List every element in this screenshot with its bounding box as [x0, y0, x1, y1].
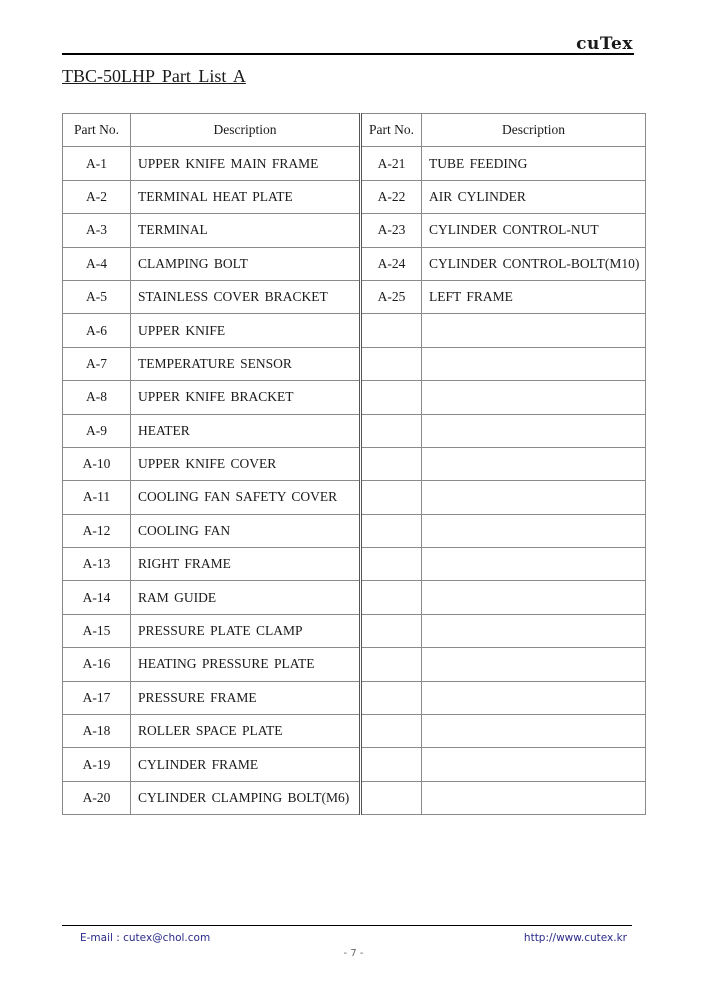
- part-number-cell: [361, 548, 422, 581]
- table-header-row: [63, 114, 646, 147]
- description-cell: CYLINDER CLAMPING BOLT(M6): [131, 781, 361, 814]
- description-cell: [422, 381, 646, 414]
- brand-logo-text: cuTex: [576, 34, 633, 54]
- description-cell: RAM GUIDE: [131, 581, 361, 614]
- part-number-cell: A-23: [361, 214, 422, 247]
- description-cell: HEATING PRESSURE PLATE: [131, 648, 361, 681]
- part-number-cell: A-4: [63, 247, 131, 280]
- part-number-cell: [361, 748, 422, 781]
- part-number-cell: A-13: [63, 548, 131, 581]
- table-row: [63, 481, 646, 514]
- column-header-part-no: Part No.: [63, 114, 131, 147]
- table-row: [63, 280, 646, 313]
- table-row: [63, 748, 646, 781]
- part-number-cell: [361, 781, 422, 814]
- footer-website: http://www.cutex.kr: [523, 932, 627, 944]
- part-number-cell: A-18: [63, 715, 131, 748]
- part-number-cell: A-8: [63, 381, 131, 414]
- part-number-cell: A-6: [63, 314, 131, 347]
- description-cell: PRESSURE FRAME: [131, 681, 361, 714]
- table-row: [63, 414, 646, 447]
- description-cell: TEMPERATURE SENSOR: [131, 347, 361, 380]
- part-number-cell: [361, 681, 422, 714]
- column-header-description: Description: [422, 114, 646, 147]
- table-row: [63, 614, 646, 647]
- description-cell: [422, 514, 646, 547]
- part-number-cell: A-12: [63, 514, 131, 547]
- part-number-cell: A-1: [63, 147, 131, 180]
- part-number-cell: [361, 381, 422, 414]
- part-number-cell: [361, 414, 422, 447]
- table-row: [63, 781, 646, 814]
- description-cell: AIR CYLINDER: [422, 180, 646, 213]
- table-row: [63, 548, 646, 581]
- part-number-cell: A-9: [63, 414, 131, 447]
- table-row: [63, 715, 646, 748]
- description-cell: [422, 548, 646, 581]
- part-number-cell: A-11: [63, 481, 131, 514]
- part-number-cell: [361, 347, 422, 380]
- description-cell: TERMINAL: [131, 214, 361, 247]
- description-cell: LEFT FRAME: [422, 280, 646, 313]
- table-row: [63, 147, 646, 180]
- part-number-cell: A-21: [361, 147, 422, 180]
- part-number-cell: A-14: [63, 581, 131, 614]
- part-number-cell: [361, 715, 422, 748]
- column-header-description: Description: [131, 114, 361, 147]
- description-cell: CYLINDER CONTROL-BOLT(M10): [422, 247, 646, 280]
- table-row: [63, 648, 646, 681]
- description-cell: COOLING FAN: [131, 514, 361, 547]
- description-cell: [422, 581, 646, 614]
- description-cell: [422, 314, 646, 347]
- description-cell: COOLING FAN SAFETY COVER: [131, 481, 361, 514]
- parts-table: [62, 113, 646, 815]
- description-cell: PRESSURE PLATE CLAMP: [131, 614, 361, 647]
- description-cell: UPPER KNIFE BRACKET: [131, 381, 361, 414]
- description-cell: UPPER KNIFE COVER: [131, 447, 361, 480]
- table-row: [63, 681, 646, 714]
- description-cell: [422, 414, 646, 447]
- table-row: [63, 581, 646, 614]
- description-cell: [422, 614, 646, 647]
- part-number-cell: A-20: [63, 781, 131, 814]
- description-cell: RIGHT FRAME: [131, 548, 361, 581]
- description-cell: TUBE FEEDING: [422, 147, 646, 180]
- table-row: [63, 247, 646, 280]
- part-number-cell: A-15: [63, 614, 131, 647]
- part-number-cell: [361, 648, 422, 681]
- footer-email: E-mail : cutex@chol.com: [80, 932, 211, 944]
- description-cell: [422, 648, 646, 681]
- part-number-cell: A-24: [361, 247, 422, 280]
- table-row: [63, 347, 646, 380]
- description-cell: UPPER KNIFE MAIN FRAME: [131, 147, 361, 180]
- part-number-cell: A-5: [63, 280, 131, 313]
- description-cell: TERMINAL HEAT PLATE: [131, 180, 361, 213]
- header-divider: [62, 53, 634, 55]
- part-number-cell: A-17: [63, 681, 131, 714]
- page-number: - 7 -: [343, 948, 364, 959]
- part-number-cell: A-19: [63, 748, 131, 781]
- table-row: [63, 381, 646, 414]
- description-cell: [422, 715, 646, 748]
- description-cell: [422, 481, 646, 514]
- description-cell: STAINLESS COVER BRACKET: [131, 280, 361, 313]
- part-number-cell: A-3: [63, 214, 131, 247]
- table-row: [63, 447, 646, 480]
- part-number-cell: [361, 581, 422, 614]
- part-number-cell: A-10: [63, 447, 131, 480]
- table-row: [63, 514, 646, 547]
- part-number-cell: A-2: [63, 180, 131, 213]
- table-row: [63, 314, 646, 347]
- description-cell: ROLLER SPACE PLATE: [131, 715, 361, 748]
- part-number-cell: A-25: [361, 280, 422, 313]
- table-row: [63, 180, 646, 213]
- part-number-cell: [361, 614, 422, 647]
- description-cell: CLAMPING BOLT: [131, 247, 361, 280]
- description-cell: [422, 748, 646, 781]
- column-header-part-no: Part No.: [361, 114, 422, 147]
- part-number-cell: A-22: [361, 180, 422, 213]
- part-number-cell: A-7: [63, 347, 131, 380]
- description-cell: [422, 681, 646, 714]
- description-cell: UPPER KNIFE: [131, 314, 361, 347]
- footer-divider: [62, 925, 632, 926]
- table-row: [63, 214, 646, 247]
- description-cell: [422, 347, 646, 380]
- part-number-cell: [361, 481, 422, 514]
- description-cell: [422, 447, 646, 480]
- part-number-cell: [361, 314, 422, 347]
- description-cell: HEATER: [131, 414, 361, 447]
- part-number-cell: [361, 514, 422, 547]
- description-cell: CYLINDER FRAME: [131, 748, 361, 781]
- description-cell: CYLINDER CONTROL-NUT: [422, 214, 646, 247]
- page-title: TBC-50LHP Part List A: [62, 66, 246, 86]
- part-number-cell: A-16: [63, 648, 131, 681]
- description-cell: [422, 781, 646, 814]
- part-number-cell: [361, 447, 422, 480]
